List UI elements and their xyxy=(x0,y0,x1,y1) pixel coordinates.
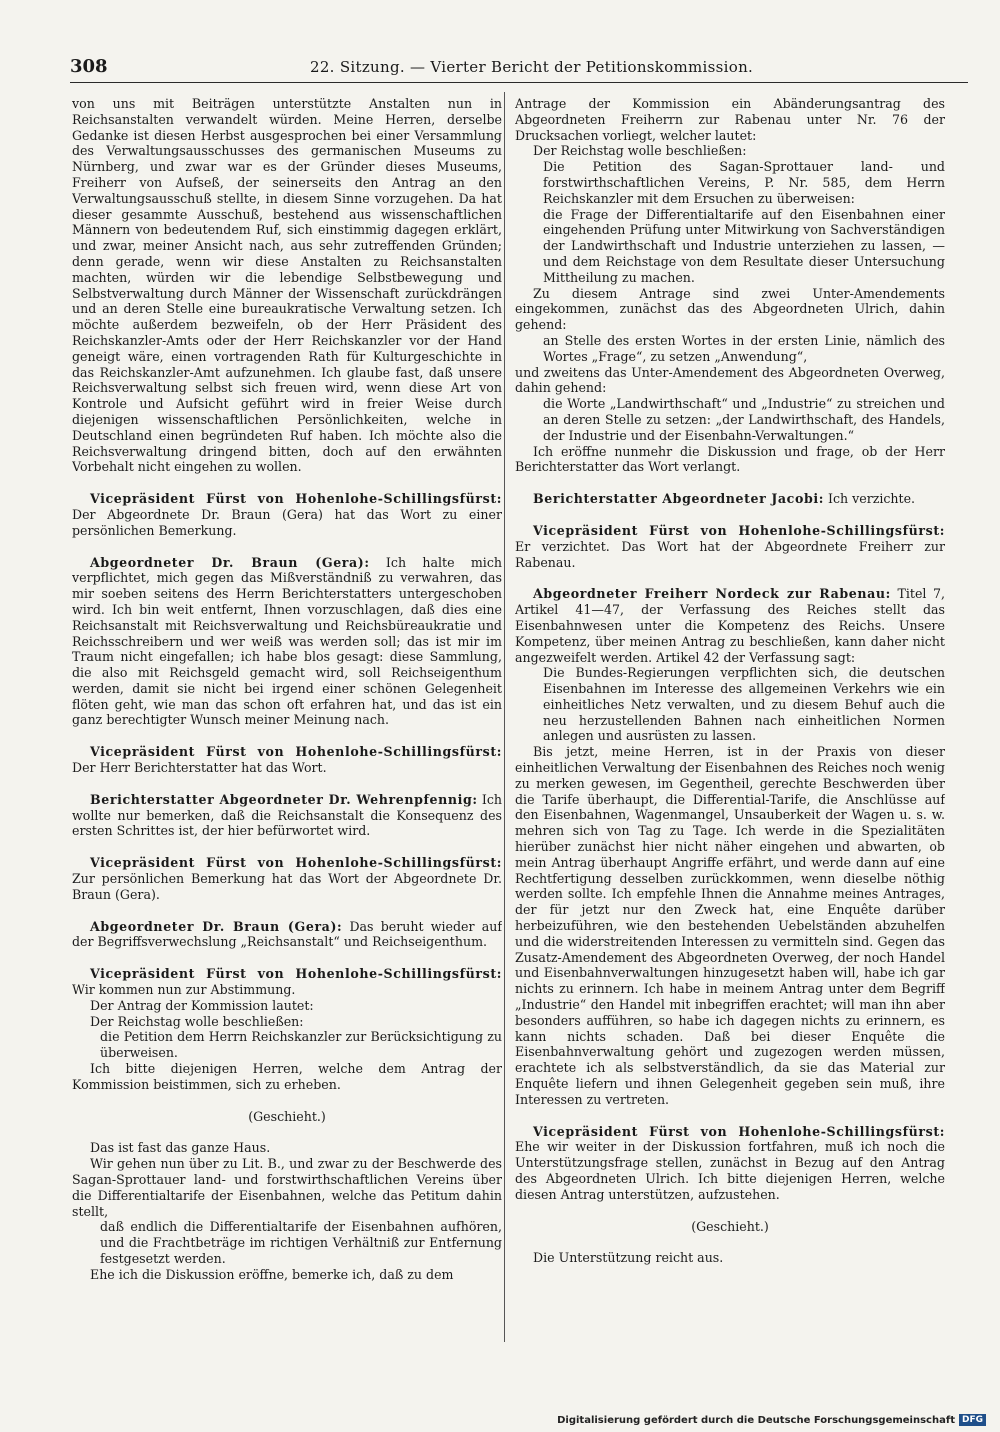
speaker-name: Vicepräsident Fürst von Hohenlohe-Schillingsfürst: xyxy=(90,966,502,982)
paragraph-gap xyxy=(72,475,502,491)
paragraph-text: Der Reichstag wolle beschließen: xyxy=(90,1013,304,1029)
speaker-name: Abgeordneter Dr. Braun (Gera): xyxy=(90,554,370,570)
paragraph-gap xyxy=(72,903,502,919)
paragraph-gap xyxy=(515,507,945,523)
paragraph xyxy=(72,966,502,998)
paragraph-text: Der Herr Berichterstatter hat das Wort. xyxy=(72,760,327,776)
paragraph-text: Die Petition des Sagan-Sprottauer land- und forstwirthschaftlichen Vereins, P. Nr. 585, dem Herrn Reichskanzler mit dem Ersuchen zu überweisen: xyxy=(543,159,945,206)
paragraph-text: Wir gehen nun über zu Lit. B., und zwar zu der Beschwerde des Sagan-Sprottauer land- und forstwirthschaftlichen Vereins über die Differentialtarife der Eisenbahnen, welche das Petitum dahin stellt, xyxy=(72,1156,502,1219)
paragraph-text: Ehe wir weiter in der Diskussion fortfahren, muß ich noch die Unterstützungsfrage stellen, zunächst in Bezug auf den Antrag des Abgeordneten Ulrich. Ich bitte diejenigen Herren, welche diesen Antrag unterstützen, aufzustehen. xyxy=(515,1139,945,1202)
quoted-block xyxy=(543,665,945,744)
paragraph-text: Bis jetzt, meine Herren, ist in der Praxis von dieser einheitlichen Verwaltung der Eisenbahnen des Reiches noch wenig zu merken gewesen, im Gegentheil, gerechte Beschwerden über die Tarife überhaupt, die Differential-Tarife, die Anschlüsse auf den Eisenbahnen, Wagenmangel, Unsauberkeit der Wagen u. s. w. mehren sich von Tag zu Tage. Ich werde in die Spezialitäten hierüber zunächst hier nicht näher eingehen und abwarten, ob mein Antrag überhaupt Angriffe erfährt, und werde dann auf eine Rechtfertigung desselben zurückkommen, wenn dieselbe nöthig werden sollte. Ich empfehle Ihnen die Annahme meines Antrages, der für jetzt nur den Zweck hat, eine Enquête darüber herbeizuführen, wie den bestehenden Uebelständen abzuhelfen und die widerstreitenden Interessen zu vermitteln sind. Gegen das Zusatz-Amendement des Abgeordneten Overweg, der noch Handel und Eisenbahnverwaltungen hinzugesetzt haben will, habe ich gar nichts zu erinnern. Ich habe in meinem Antrag unter dem Begriff „Industrie“ den Handel mit inbegriffen erachtet; will man ihn aber besonders aufführen, so habe ich dagegen nichts zu erinnern, es kann nichts schaden. Daß bei dieser Enquête die Eisenbahnverwaltung gehört und zugezogen werden müssen, erachtete ich als selbstverständlich, da sie das Material zur Enquête liefern und ihnen Gelegenheit gegeben sein muß, ihre Interessen zu vertreten. xyxy=(515,744,945,1107)
paragraph xyxy=(515,744,945,1107)
paragraph xyxy=(72,1014,502,1030)
paragraph xyxy=(515,444,945,476)
left-column xyxy=(72,96,502,1346)
paragraph-gap xyxy=(72,1093,502,1109)
paragraph xyxy=(72,1109,502,1125)
quoted-block xyxy=(543,159,945,206)
paragraph xyxy=(515,1124,945,1203)
paragraph-text: Titel 7, Artikel 41—47, der Verfassung des Reiches stellt das Eisenbahnwesen unter die Kompetenz des Reichs. Unsere Kompetenz, über meinen Antrag zu beschließen, kann daher nicht angezweifelt werden. Artikel 42 der Verfassung sagt: xyxy=(515,586,945,665)
column-divider xyxy=(504,92,505,1342)
paragraph-text: Ich halte mich verpflichtet, mich gegen das Mißverständniß zu verwahren, das mir soeben seitens des Herrn Berichterstatters untergeschoben wird. Ich bin weit entfernt, Ihnen vorzuschlagen, daß dies eine Reichsanstalt mit Reichsverwaltung und Reichsbüreaukratie und Reichsschreibern und wer weiß was werden soll; das ist mir im Traum nicht eingefallen; ich habe blos gesagt: diese Sammlung, die also mit Reichsgeld gemacht wird, soll Reichseigenthum werden, damit sie nicht bei irgend einer schönen Gelegenheit flöten geht, wie man das schon oft erfahren hat, und das ist ein ganz berechtigter Wunsch meiner Meinung nach. xyxy=(72,554,502,728)
dfg-logo: DFG xyxy=(959,1414,986,1426)
running-head: 22. Sitzung. — Vierter Bericht der Petitionskommission. xyxy=(310,58,754,76)
paragraph xyxy=(72,792,502,839)
quoted-block xyxy=(100,1219,502,1266)
paragraph-gap xyxy=(72,950,502,966)
paragraph-gap xyxy=(515,1108,945,1124)
paragraph-gap xyxy=(72,539,502,555)
right-column xyxy=(515,96,945,1346)
speaker-name: Abgeordneter Freiherr Nordeck zur Rabenau: xyxy=(533,586,891,602)
paragraph-text: Ich eröffne nunmehr die Diskussion und frage, ob der Herr Berichterstatter das Wort verlangt. xyxy=(515,443,945,475)
paragraph-text: Zur persönlichen Bemerkung hat das Wort der Abgeordnete Dr. Braun (Gera). xyxy=(72,871,502,902)
paragraph-text: Das beruht wieder auf der Begriffsverwechslung „Reichsanstalt“ und Reichseigenthum. xyxy=(72,918,502,950)
paragraph-text: Zu diesem Antrage sind zwei Unter-Amendements eingekommen, zunächst das des Abgeordneten Ulrich, dahin gehend: xyxy=(515,285,945,333)
speaker-name: Vicepräsident Fürst von Hohenlohe-Schillingsfürst: xyxy=(90,744,502,760)
paragraph-gap xyxy=(72,839,502,855)
paragraph xyxy=(515,96,945,143)
paragraph-gap xyxy=(72,728,502,744)
paragraph-text: Die Unterstützung reicht aus. xyxy=(533,1250,724,1266)
paragraph xyxy=(515,491,945,507)
paragraph xyxy=(72,491,502,538)
paragraph xyxy=(515,586,945,665)
quoted-block xyxy=(543,333,945,365)
paragraph xyxy=(72,744,502,776)
paragraph xyxy=(72,919,502,951)
paragraph xyxy=(515,523,945,570)
page-number: 308 xyxy=(70,56,108,77)
paragraph-text: die Worte „Landwirthschaft“ und „Industrie“ zu streichen und an deren Stelle zu setzen: „der Landwirthschaft, des Handels, der Industrie und der Eisenbahn-Verwaltungen.“ xyxy=(543,396,945,443)
paragraph-text: von uns mit Beiträgen unterstützte Anstalten nun in Reichsanstalten verwandelt würden. Meine Herren, derselbe Gedanke ist diesen Herbst ausgesprochen bei einer Versammlung des Verwaltungsausschusses des germanischen Museums zu Nürnberg, und zwar war es der Gründer dieses Museums, Freiherr von Aufseß, der seinerseits den Antrag an den Verwaltungsausschuß stellte, in diesem Sinne vorzugehen. Da hat dieser gesammte Ausschuß, bestehend aus wissenschaftlichen Männern von bedeutendem Ruf, sich einstimmig dagegen erklärt, und zwar, meiner Ansicht nach, aus sehr zutreffenden Gründen; denn gerade, wenn wir diese Anstalten zu Reichsanstalten machten, würden wir die lebendige Selbstbewegung und Selbstverwaltung durch Männer der Wissenschaft zurückdrängen und an deren Stelle eine bureaukratische Verwaltung setzen. Ich möchte außerdem bezweifeln, ob der Herr Präsident des Reichskanzler-Amts oder der Herr Reichskanzler vor der Hand geneigt wäre, einen vortragenden Rath für Kulturgeschichte in das Reichskanzler-Amt aufzunehmen. Ich glaube fast, daß unsere Reichsverwaltung selbst sich freuen wird, wenn diese Art von Kontrole und Aufsicht geführt wird in freier Weise durch diejenigen wissenschaftlichen Persönlichkeiten, welche in Deutschland einen begründeten Ruf haben. Ich möchte also die Reichsverwaltung dringend bitten, doch auf den erwähnten Vorbehalt nicht eingehen zu wollen. xyxy=(72,96,502,475)
footer xyxy=(557,1414,986,1426)
paragraph-gap xyxy=(72,776,502,792)
paragraph xyxy=(72,555,502,729)
paragraph-text: Ich verzichte. xyxy=(823,491,916,507)
paragraph-text: Die Bundes-Regierungen verpflichten sich, die deutschen Eisenbahnen im Interesse des allgemeinen Verkehrs wie ein einheitliches Netz verwalten, und zu diesem Behuf auch die neu herzustellenden Bahnen nach einheitlichen Normen anlegen und ausrüsten zu lassen. xyxy=(543,665,945,744)
paragraph-gap xyxy=(515,1234,945,1250)
paragraph-text: Er verzichtet. Das Wort hat der Abgeordnete Freiherr zur Rabenau. xyxy=(515,538,945,570)
paragraph-text: Der Antrag der Kommission lautet: xyxy=(90,997,314,1013)
paragraph xyxy=(515,365,945,397)
paragraph-gap xyxy=(515,1203,945,1219)
paragraph xyxy=(515,143,945,159)
paragraph xyxy=(72,855,502,902)
paragraph-text: Antrage der Kommission ein Abänderungsantrag des Abgeordneten Freiherrn zur Rabenau unter Nr. 76 der Drucksachen vorliegt, welcher lautet: xyxy=(515,96,945,143)
paragraph-text: Das ist fast das ganze Haus. xyxy=(90,1140,271,1156)
paragraph xyxy=(72,1061,502,1093)
paragraph-gap xyxy=(515,570,945,586)
paragraph-text: Ich wollte nur bemerken, daß die Reichsanstalt die Konsequenz des ersten Schrittes ist, der hier befürwortet wird. xyxy=(72,791,502,839)
speaker-name: Vicepräsident Fürst von Hohenlohe-Schillingsfürst: xyxy=(533,522,945,538)
speaker-name: Berichterstatter Abgeordneter Dr. Wehrenpfennig: xyxy=(90,791,478,807)
paragraph-gap xyxy=(72,1124,502,1140)
speaker-name: Vicepräsident Fürst von Hohenlohe-Schillingsfürst: xyxy=(90,491,502,507)
footer-credit: Digitalisierung gefördert durch die Deutsche Forschungsgemeinschaft xyxy=(557,1414,955,1426)
page-header xyxy=(70,56,970,80)
paragraph-text: (Geschieht.) xyxy=(248,1108,326,1124)
speaker-name: Vicepräsident Fürst von Hohenlohe-Schillingsfürst: xyxy=(533,1123,945,1139)
paragraph xyxy=(72,998,502,1014)
speaker-name: Abgeordneter Dr. Braun (Gera): xyxy=(90,918,343,934)
paragraph-text: Der Reichstag wolle beschließen: xyxy=(533,143,747,159)
paragraph-text: Der Abgeordnete Dr. Braun (Gera) hat das Wort zu einer persönlichen Bemerkung. xyxy=(72,506,502,538)
paragraph-text: die Petition dem Herrn Reichskanzler zur Berücksichtigung zu überweisen. xyxy=(100,1029,502,1061)
paragraph-text: an Stelle des ersten Wortes in der ersten Linie, nämlich des Wortes „Frage“, zu setzen „Anwendung“, xyxy=(543,332,945,364)
quoted-block xyxy=(543,396,945,443)
paragraph-text: (Geschieht.) xyxy=(691,1218,769,1234)
paragraph-text: und zweitens das Unter-Amendement des Abgeordneten Overweg, dahin gehend: xyxy=(515,364,945,396)
paragraph-text: daß endlich die Differentialtarife der Eisenbahnen aufhören, und die Frachtbeträge im richtigen Verhältniß zur Entfernung festgesetzt werden. xyxy=(100,1219,502,1266)
header-rule xyxy=(70,82,968,83)
speaker-name: Berichterstatter Abgeordneter Jacobi: xyxy=(533,491,824,507)
paragraph-text: Ich bitte diejenigen Herren, welche dem Antrag der Kommission beistimmen, sich zu erheben. xyxy=(72,1061,502,1092)
paragraph-text: die Frage der Differentialtarife auf den Eisenbahnen einer eingehenden Prüfung unter Mitwirkung von Sachverständigen der Landwirthschaft und Industrie unterziehen zu lassen, — und dem Reichstage von dem Resultate dieser Untersuchung Mittheilung zu machen. xyxy=(543,206,945,285)
paragraph-gap xyxy=(515,475,945,491)
paragraph xyxy=(72,1267,502,1283)
paragraph xyxy=(515,286,945,333)
paragraph xyxy=(72,96,502,475)
paragraph-text: Ehe ich die Diskussion eröffne, bemerke ich, daß zu dem xyxy=(90,1266,454,1282)
paragraph-text: Wir kommen nun zur Abstimmung. xyxy=(72,982,296,998)
quoted-block xyxy=(100,1029,502,1061)
paragraph xyxy=(72,1140,502,1156)
speaker-name: Vicepräsident Fürst von Hohenlohe-Schillingsfürst: xyxy=(90,855,502,871)
paragraph xyxy=(515,1250,945,1266)
paragraph xyxy=(515,1219,945,1235)
quoted-block xyxy=(543,207,945,286)
paragraph xyxy=(72,1156,502,1219)
